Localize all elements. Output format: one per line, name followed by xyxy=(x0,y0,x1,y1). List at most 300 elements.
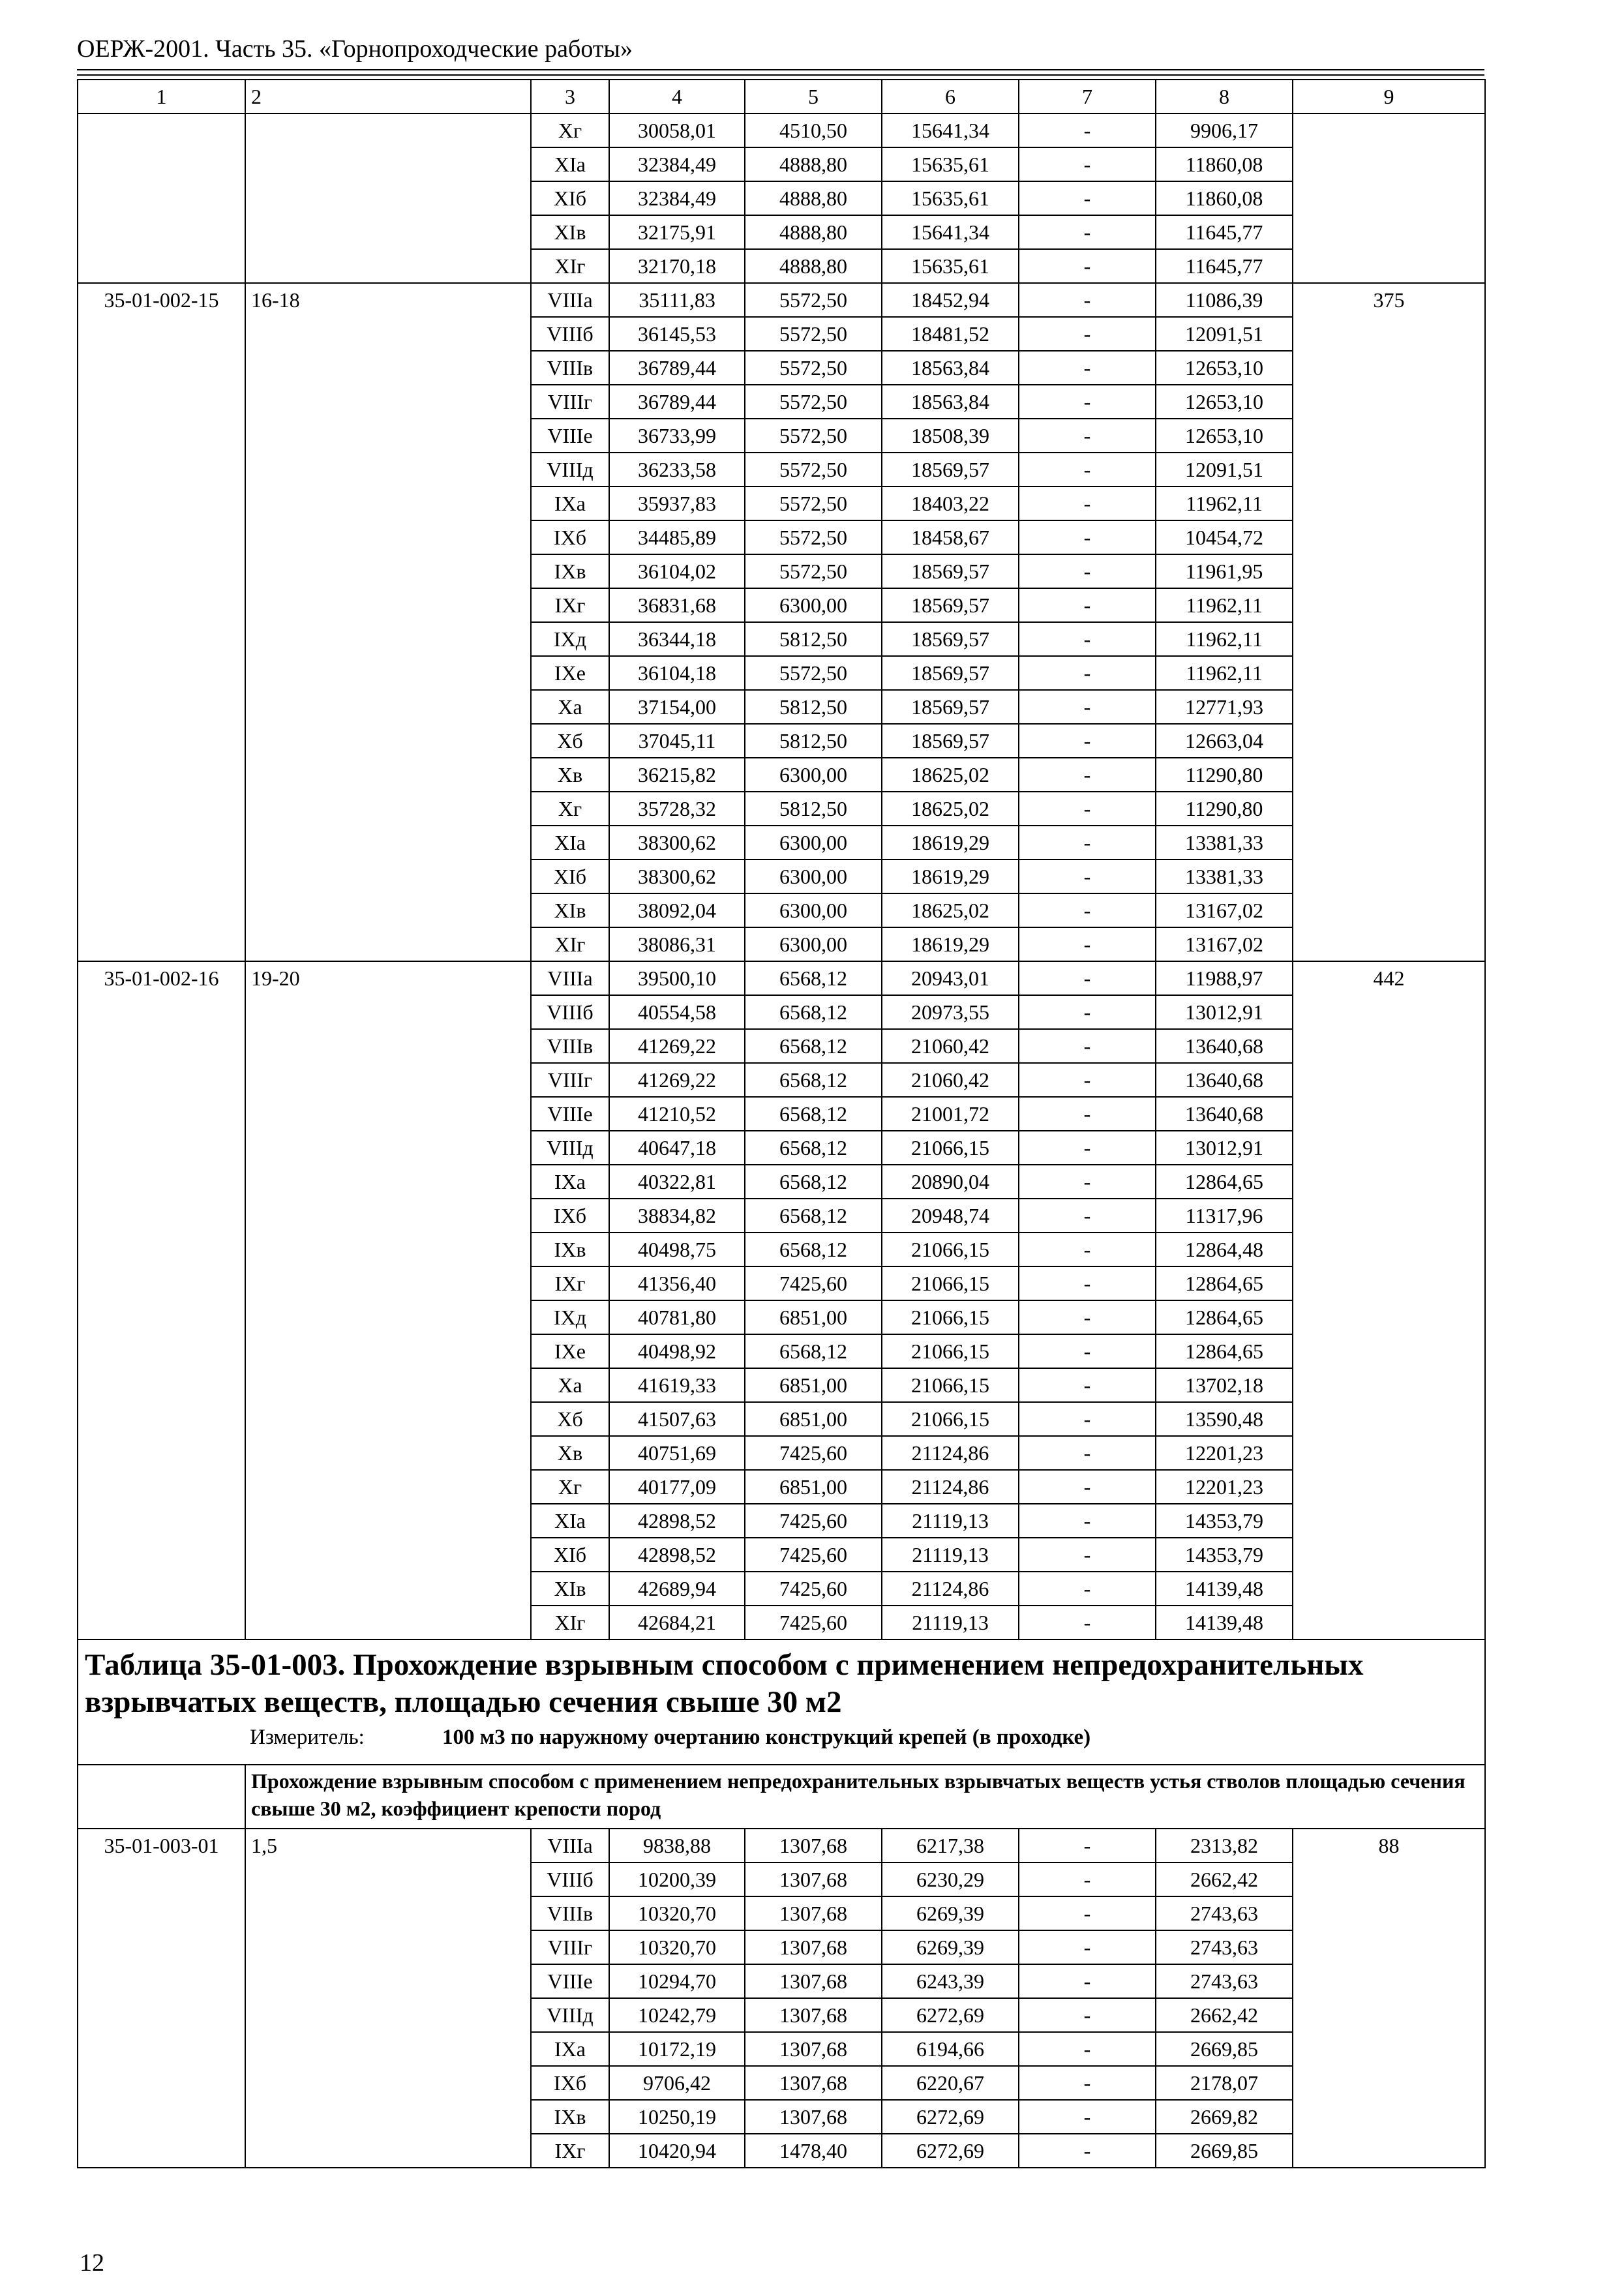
total-cost: 32175,91 xyxy=(609,215,745,249)
driver-wage: - xyxy=(1019,453,1156,486)
machine-cost: 15635,61 xyxy=(882,181,1019,215)
driver-wage: - xyxy=(1019,1572,1156,1606)
soil-group: VIIIе xyxy=(531,1964,609,1998)
driver-wage: - xyxy=(1019,1606,1156,1639)
soil-group: VIIIд xyxy=(531,453,609,486)
soil-group: IXб xyxy=(531,520,609,554)
rates-table xyxy=(77,79,1486,2168)
soil-group: XIг xyxy=(531,927,609,961)
driver-wage: - xyxy=(1019,2032,1156,2066)
material-cost: 11290,80 xyxy=(1156,758,1293,792)
measure-label: Измеритель: xyxy=(250,1725,365,1749)
total-cost: 40554,58 xyxy=(609,995,745,1029)
machine-cost: 18569,57 xyxy=(882,554,1019,588)
material-cost: 12864,48 xyxy=(1156,1233,1293,1266)
machine-cost: 6272,69 xyxy=(882,2134,1019,2168)
labor-cost: 5572,50 xyxy=(745,317,882,351)
material-cost: 9906,17 xyxy=(1156,113,1293,147)
rate-code: 35-01-003-01 xyxy=(78,1829,245,2168)
material-cost: 11988,97 xyxy=(1156,961,1293,995)
driver-wage: - xyxy=(1019,860,1156,893)
column-number: 2 xyxy=(245,80,531,113)
machine-cost: 18619,29 xyxy=(882,826,1019,860)
material-cost: 13640,68 xyxy=(1156,1029,1293,1063)
material-cost: 13590,48 xyxy=(1156,1402,1293,1436)
soil-group: IXа xyxy=(531,1165,609,1199)
material-cost: 12864,65 xyxy=(1156,1165,1293,1199)
machine-cost: 21066,15 xyxy=(882,1368,1019,1402)
driver-wage: - xyxy=(1019,181,1156,215)
driver-wage: - xyxy=(1019,724,1156,758)
driver-wage: - xyxy=(1019,1863,1156,1896)
material-cost: 14139,48 xyxy=(1156,1606,1293,1639)
machine-cost: 6230,29 xyxy=(882,1863,1019,1896)
material-cost: 11860,08 xyxy=(1156,181,1293,215)
machine-cost: 21119,13 xyxy=(882,1538,1019,1572)
labor-cost: 6568,12 xyxy=(745,1233,882,1266)
labor-cost: 7425,60 xyxy=(745,1572,882,1606)
table-title-row xyxy=(78,1639,1485,1765)
material-cost: 2743,63 xyxy=(1156,1964,1293,1998)
material-cost: 14353,79 xyxy=(1156,1504,1293,1538)
material-cost: 14139,48 xyxy=(1156,1572,1293,1606)
rate-parameter xyxy=(245,113,531,283)
material-cost: 12091,51 xyxy=(1156,453,1293,486)
labor-cost: 1307,68 xyxy=(745,1964,882,1998)
labor-cost: 7425,60 xyxy=(745,1504,882,1538)
labor-cost: 6851,00 xyxy=(745,1402,882,1436)
column-number-row xyxy=(78,80,1485,113)
machine-cost: 21119,13 xyxy=(882,1504,1019,1538)
section-description-row xyxy=(78,1765,1485,1829)
machine-cost: 18481,52 xyxy=(882,317,1019,351)
driver-wage: - xyxy=(1019,1436,1156,1470)
labor-cost: 4888,80 xyxy=(745,249,882,283)
machine-cost: 21066,15 xyxy=(882,1266,1019,1300)
soil-group: Xв xyxy=(531,1436,609,1470)
soil-group: IXа xyxy=(531,2032,609,2066)
total-cost: 42689,94 xyxy=(609,1572,745,1606)
soil-group: VIIIг xyxy=(531,1063,609,1097)
soil-group: Xв xyxy=(531,758,609,792)
machine-cost: 20948,74 xyxy=(882,1199,1019,1233)
machine-cost: 18569,57 xyxy=(882,622,1019,656)
total-cost: 40647,18 xyxy=(609,1131,745,1165)
machine-cost: 18458,67 xyxy=(882,520,1019,554)
labor-cost: 1307,68 xyxy=(745,2032,882,2066)
driver-wage: - xyxy=(1019,1300,1156,1334)
total-cost: 10320,70 xyxy=(609,1930,745,1964)
total-cost: 36789,44 xyxy=(609,385,745,419)
material-cost: 13167,02 xyxy=(1156,927,1293,961)
labor-cost: 6851,00 xyxy=(745,1300,882,1334)
driver-wage: - xyxy=(1019,656,1156,690)
material-cost: 11962,11 xyxy=(1156,656,1293,690)
soil-group: Xа xyxy=(531,1368,609,1402)
machine-cost: 6272,69 xyxy=(882,1998,1019,2032)
labor-cost: 6568,12 xyxy=(745,1199,882,1233)
measure-line xyxy=(85,1724,1478,1751)
driver-wage: - xyxy=(1019,2100,1156,2134)
driver-wage: - xyxy=(1019,520,1156,554)
driver-wage: - xyxy=(1019,249,1156,283)
total-cost: 38300,62 xyxy=(609,826,745,860)
soil-group: VIIIб xyxy=(531,317,609,351)
driver-wage: - xyxy=(1019,1538,1156,1572)
measure-value: 100 м3 по наружному очертанию конструкций крепей (в проходке) xyxy=(442,1725,1091,1749)
driver-wage: - xyxy=(1019,1829,1156,1863)
machine-cost: 18569,57 xyxy=(882,588,1019,622)
material-cost: 12653,10 xyxy=(1156,385,1293,419)
column-number: 9 xyxy=(1293,80,1485,113)
material-cost: 13012,91 xyxy=(1156,995,1293,1029)
material-cost: 13640,68 xyxy=(1156,1097,1293,1131)
driver-wage: - xyxy=(1019,486,1156,520)
machine-cost: 6269,39 xyxy=(882,1930,1019,1964)
rate-parameter: 1,5 xyxy=(245,1829,531,2168)
driver-wage: - xyxy=(1019,1998,1156,2032)
total-cost: 38086,31 xyxy=(609,927,745,961)
machine-cost: 20890,04 xyxy=(882,1165,1019,1199)
soil-group: XIа xyxy=(531,1504,609,1538)
soil-group: XIв xyxy=(531,1572,609,1606)
total-cost: 40322,81 xyxy=(609,1165,745,1199)
material-cost: 13640,68 xyxy=(1156,1063,1293,1097)
total-cost: 35937,83 xyxy=(609,486,745,520)
machine-cost: 6269,39 xyxy=(882,1896,1019,1930)
soil-group: Xб xyxy=(531,724,609,758)
labor-cost: 7425,60 xyxy=(745,1538,882,1572)
labor-cost: 6568,12 xyxy=(745,1097,882,1131)
labor-cost: 1307,68 xyxy=(745,1998,882,2032)
material-cost: 2743,63 xyxy=(1156,1930,1293,1964)
machine-cost: 21060,42 xyxy=(882,1029,1019,1063)
table-row xyxy=(78,113,1485,147)
material-cost: 14353,79 xyxy=(1156,1538,1293,1572)
machine-cost: 15641,34 xyxy=(882,113,1019,147)
labor-cost: 6568,12 xyxy=(745,1029,882,1063)
labor-cost: 5812,50 xyxy=(745,724,882,758)
labor-cost: 6568,12 xyxy=(745,1131,882,1165)
total-cost: 10250,19 xyxy=(609,2100,745,2134)
driver-wage: - xyxy=(1019,622,1156,656)
driver-wage: - xyxy=(1019,588,1156,622)
soil-group: VIIIд xyxy=(531,1998,609,2032)
soil-group: XIг xyxy=(531,1606,609,1639)
machine-cost: 21066,15 xyxy=(882,1402,1019,1436)
total-cost: 40781,80 xyxy=(609,1300,745,1334)
total-cost: 10200,39 xyxy=(609,1863,745,1896)
driver-wage: - xyxy=(1019,554,1156,588)
total-cost: 40177,09 xyxy=(609,1470,745,1504)
soil-group: Xг xyxy=(531,113,609,147)
total-cost: 10420,94 xyxy=(609,2134,745,2168)
machine-cost: 6243,39 xyxy=(882,1964,1019,1998)
labor-cost: 7425,60 xyxy=(745,1266,882,1300)
labor-hours xyxy=(1293,113,1485,283)
labor-cost: 1307,68 xyxy=(745,1896,882,1930)
labor-cost: 6568,12 xyxy=(745,1063,882,1097)
column-number: 1 xyxy=(78,80,245,113)
labor-cost: 6300,00 xyxy=(745,758,882,792)
machine-cost: 15635,61 xyxy=(882,147,1019,181)
machine-cost: 21119,13 xyxy=(882,1606,1019,1639)
total-cost: 41507,63 xyxy=(609,1402,745,1436)
total-cost: 41619,33 xyxy=(609,1368,745,1402)
total-cost: 38300,62 xyxy=(609,860,745,893)
total-cost: 32170,18 xyxy=(609,249,745,283)
material-cost: 13167,02 xyxy=(1156,893,1293,927)
material-cost: 12653,10 xyxy=(1156,351,1293,385)
material-cost: 2662,42 xyxy=(1156,1863,1293,1896)
soil-group: VIIIб xyxy=(531,995,609,1029)
soil-group: XIб xyxy=(531,1538,609,1572)
soil-group: VIIIг xyxy=(531,1930,609,1964)
total-cost: 41210,52 xyxy=(609,1097,745,1131)
driver-wage: - xyxy=(1019,1368,1156,1402)
total-cost: 38092,04 xyxy=(609,893,745,927)
machine-cost: 20973,55 xyxy=(882,995,1019,1029)
driver-wage: - xyxy=(1019,1063,1156,1097)
soil-group: XIа xyxy=(531,147,609,181)
material-cost: 2669,85 xyxy=(1156,2032,1293,2066)
machine-cost: 18569,57 xyxy=(882,656,1019,690)
table-row xyxy=(78,961,1485,995)
labor-cost: 5572,50 xyxy=(745,554,882,588)
driver-wage: - xyxy=(1019,2066,1156,2100)
total-cost: 36215,82 xyxy=(609,758,745,792)
driver-wage: - xyxy=(1019,1199,1156,1233)
material-cost: 12663,04 xyxy=(1156,724,1293,758)
machine-cost: 21060,42 xyxy=(882,1063,1019,1097)
total-cost: 37045,11 xyxy=(609,724,745,758)
soil-group: VIIIе xyxy=(531,419,609,453)
labor-cost: 1307,68 xyxy=(745,2100,882,2134)
machine-cost: 18563,84 xyxy=(882,385,1019,419)
total-cost: 36104,02 xyxy=(609,554,745,588)
material-cost: 11645,77 xyxy=(1156,215,1293,249)
total-cost: 9838,88 xyxy=(609,1829,745,1863)
soil-group: VIIIд xyxy=(531,1131,609,1165)
machine-cost: 21066,15 xyxy=(882,1334,1019,1368)
labor-cost: 6300,00 xyxy=(745,927,882,961)
material-cost: 12864,65 xyxy=(1156,1334,1293,1368)
material-cost: 11962,11 xyxy=(1156,486,1293,520)
total-cost: 34485,89 xyxy=(609,520,745,554)
driver-wage: - xyxy=(1019,792,1156,826)
header-rule xyxy=(77,69,1484,70)
section-description-empty xyxy=(78,1765,245,1829)
driver-wage: - xyxy=(1019,927,1156,961)
labor-cost: 1307,68 xyxy=(745,2066,882,2100)
labor-cost: 5572,50 xyxy=(745,453,882,486)
labor-cost: 5572,50 xyxy=(745,351,882,385)
machine-cost: 6194,66 xyxy=(882,2032,1019,2066)
material-cost: 11290,80 xyxy=(1156,792,1293,826)
driver-wage: - xyxy=(1019,113,1156,147)
soil-group: IXб xyxy=(531,1199,609,1233)
total-cost: 30058,01 xyxy=(609,113,745,147)
soil-group: Xг xyxy=(531,1470,609,1504)
total-cost: 41356,40 xyxy=(609,1266,745,1300)
soil-group: IXд xyxy=(531,1300,609,1334)
machine-cost: 21066,15 xyxy=(882,1131,1019,1165)
rate-parameter: 19-20 xyxy=(245,961,531,1639)
total-cost: 10294,70 xyxy=(609,1964,745,1998)
driver-wage: - xyxy=(1019,1029,1156,1063)
rate-code: 35-01-002-15 xyxy=(78,283,245,961)
column-number: 8 xyxy=(1156,80,1293,113)
column-number: 6 xyxy=(882,80,1019,113)
soil-group: XIв xyxy=(531,893,609,927)
material-cost: 2662,42 xyxy=(1156,1998,1293,2032)
total-cost: 36789,44 xyxy=(609,351,745,385)
material-cost: 2669,82 xyxy=(1156,2100,1293,2134)
material-cost: 11317,96 xyxy=(1156,1199,1293,1233)
driver-wage: - xyxy=(1019,826,1156,860)
machine-cost: 6217,38 xyxy=(882,1829,1019,1863)
total-cost: 42898,52 xyxy=(609,1538,745,1572)
labor-cost: 6300,00 xyxy=(745,826,882,860)
driver-wage: - xyxy=(1019,1964,1156,1998)
column-number: 4 xyxy=(609,80,745,113)
soil-group: VIIIг xyxy=(531,385,609,419)
total-cost: 38834,82 xyxy=(609,1199,745,1233)
labor-cost: 4888,80 xyxy=(745,181,882,215)
driver-wage: - xyxy=(1019,1470,1156,1504)
total-cost: 32384,49 xyxy=(609,147,745,181)
machine-cost: 18452,94 xyxy=(882,283,1019,317)
machine-cost: 21124,86 xyxy=(882,1572,1019,1606)
rate-parameter: 16-18 xyxy=(245,283,531,961)
soil-group: IXб xyxy=(531,2066,609,2100)
labor-cost: 6568,12 xyxy=(745,995,882,1029)
labor-cost: 1307,68 xyxy=(745,1930,882,1964)
machine-cost: 18569,57 xyxy=(882,453,1019,486)
material-cost: 2313,82 xyxy=(1156,1829,1293,1863)
material-cost: 12201,23 xyxy=(1156,1470,1293,1504)
labor-cost: 5572,50 xyxy=(745,419,882,453)
driver-wage: - xyxy=(1019,317,1156,351)
driver-wage: - xyxy=(1019,1930,1156,1964)
material-cost: 12771,93 xyxy=(1156,690,1293,724)
column-number: 7 xyxy=(1019,80,1156,113)
machine-cost: 15635,61 xyxy=(882,249,1019,283)
header-rule-second xyxy=(77,74,1484,76)
material-cost: 13381,33 xyxy=(1156,826,1293,860)
machine-cost: 21066,15 xyxy=(882,1233,1019,1266)
column-number: 5 xyxy=(745,80,882,113)
material-cost: 12201,23 xyxy=(1156,1436,1293,1470)
soil-group: Xа xyxy=(531,690,609,724)
total-cost: 42684,21 xyxy=(609,1606,745,1639)
labor-hours: 88 xyxy=(1293,1829,1485,2168)
machine-cost: 6272,69 xyxy=(882,2100,1019,2134)
table-title-cell xyxy=(78,1639,1485,1765)
soil-group: XIа xyxy=(531,826,609,860)
labor-cost: 5572,50 xyxy=(745,656,882,690)
soil-group: IXв xyxy=(531,554,609,588)
material-cost: 12091,51 xyxy=(1156,317,1293,351)
soil-group: XIб xyxy=(531,860,609,893)
soil-group: XIг xyxy=(531,249,609,283)
soil-group: IXе xyxy=(531,1334,609,1368)
driver-wage: - xyxy=(1019,1896,1156,1930)
total-cost: 36233,58 xyxy=(609,453,745,486)
soil-group: XIб xyxy=(531,181,609,215)
labor-cost: 6300,00 xyxy=(745,893,882,927)
material-cost: 2743,63 xyxy=(1156,1896,1293,1930)
soil-group: VIIIа xyxy=(531,283,609,317)
labor-cost: 6851,00 xyxy=(745,1368,882,1402)
machine-cost: 18619,29 xyxy=(882,927,1019,961)
machine-cost: 18619,29 xyxy=(882,860,1019,893)
driver-wage: - xyxy=(1019,1334,1156,1368)
machine-cost: 18625,02 xyxy=(882,758,1019,792)
total-cost: 40498,92 xyxy=(609,1334,745,1368)
soil-group: IXд xyxy=(531,622,609,656)
labor-cost: 5572,50 xyxy=(745,283,882,317)
material-cost: 11962,11 xyxy=(1156,588,1293,622)
machine-cost: 21066,15 xyxy=(882,1300,1019,1334)
driver-wage: - xyxy=(1019,147,1156,181)
soil-group: IXг xyxy=(531,2134,609,2168)
labor-cost: 5812,50 xyxy=(745,622,882,656)
total-cost: 36344,18 xyxy=(609,622,745,656)
total-cost: 10320,70 xyxy=(609,1896,745,1930)
material-cost: 13702,18 xyxy=(1156,1368,1293,1402)
driver-wage: - xyxy=(1019,1266,1156,1300)
soil-group: VIIIа xyxy=(531,961,609,995)
material-cost: 12864,65 xyxy=(1156,1266,1293,1300)
total-cost: 39500,10 xyxy=(609,961,745,995)
material-cost: 13012,91 xyxy=(1156,1131,1293,1165)
labor-cost: 5812,50 xyxy=(745,792,882,826)
driver-wage: - xyxy=(1019,1233,1156,1266)
soil-group: Xб xyxy=(531,1402,609,1436)
soil-group: IXе xyxy=(531,656,609,690)
soil-group: IXв xyxy=(531,2100,609,2134)
soil-group: Xг xyxy=(531,792,609,826)
material-cost: 10454,72 xyxy=(1156,520,1293,554)
machine-cost: 21001,72 xyxy=(882,1097,1019,1131)
running-header: ОЕРЖ-2001. Часть 35. «Горнопроходческие работы» xyxy=(77,35,633,63)
driver-wage: - xyxy=(1019,758,1156,792)
driver-wage: - xyxy=(1019,995,1156,1029)
driver-wage: - xyxy=(1019,419,1156,453)
machine-cost: 6220,67 xyxy=(882,2066,1019,2100)
soil-group: VIIIв xyxy=(531,351,609,385)
labor-cost: 6568,12 xyxy=(745,961,882,995)
driver-wage: - xyxy=(1019,283,1156,317)
material-cost: 12864,65 xyxy=(1156,1300,1293,1334)
material-cost: 2669,85 xyxy=(1156,2134,1293,2168)
table-row xyxy=(78,283,1485,317)
labor-cost: 6300,00 xyxy=(745,860,882,893)
machine-cost: 18569,57 xyxy=(882,690,1019,724)
total-cost: 37154,00 xyxy=(609,690,745,724)
labor-cost: 5812,50 xyxy=(745,690,882,724)
material-cost: 11860,08 xyxy=(1156,147,1293,181)
labor-cost: 4888,80 xyxy=(745,147,882,181)
machine-cost: 18625,02 xyxy=(882,893,1019,927)
soil-group: VIIIа xyxy=(531,1829,609,1863)
total-cost: 40751,69 xyxy=(609,1436,745,1470)
driver-wage: - xyxy=(1019,1402,1156,1436)
labor-cost: 7425,60 xyxy=(745,1606,882,1639)
section-description: Прохождение взрывным способом с применением непредохранительных взрывчатых веществ устья стволов площадью сечения свыше 30 м2, коэффициент крепости пород xyxy=(245,1765,1485,1829)
labor-hours: 375 xyxy=(1293,283,1485,961)
